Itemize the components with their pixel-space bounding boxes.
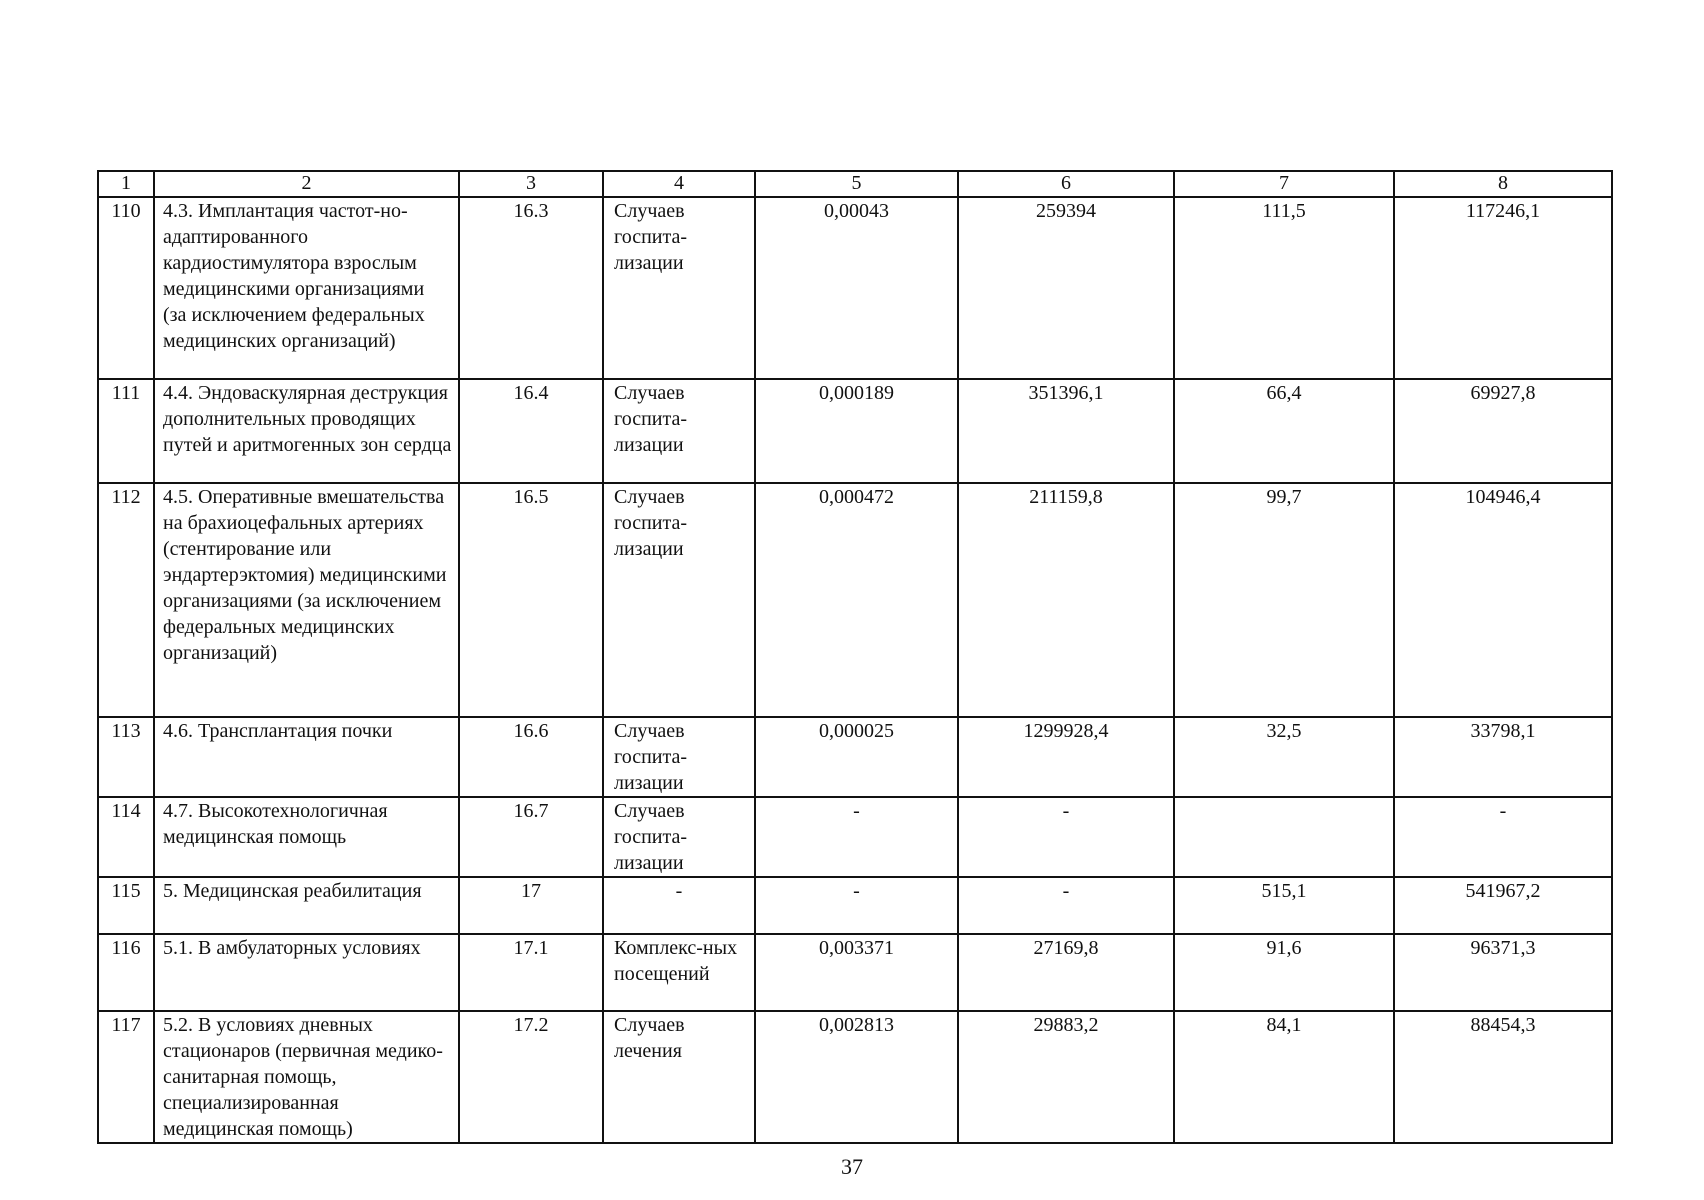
column-header: 6 bbox=[958, 171, 1174, 197]
row-name-cell: 4.5. Оперативные вмешательства на брахиоцефальных артериях (стентирование или эндартерэктомия) медицинскими организациями (за исключением федеральных медицинских организаций) bbox=[154, 483, 459, 717]
row-value-cell: 1299928,4 bbox=[958, 717, 1174, 797]
row-code-cell: 17 bbox=[459, 877, 603, 934]
row-code-cell: 16.3 bbox=[459, 197, 603, 379]
table-row bbox=[98, 379, 1612, 483]
row-number-cell: 112 bbox=[98, 483, 154, 717]
row-unit-cell: Комплекс-ных посещений bbox=[603, 934, 755, 1011]
row-code-cell: 16.5 bbox=[459, 483, 603, 717]
column-header: 4 bbox=[603, 171, 755, 197]
row-unit-cell: Случаев лечения bbox=[603, 1011, 755, 1143]
row-value-cell: - bbox=[958, 797, 1174, 877]
row-value-cell: 0,000189 bbox=[755, 379, 958, 483]
table-row bbox=[98, 483, 1612, 717]
column-header: 2 bbox=[154, 171, 459, 197]
row-value-cell: 351396,1 bbox=[958, 379, 1174, 483]
row-code-cell: 16.6 bbox=[459, 717, 603, 797]
row-value-cell: 541967,2 bbox=[1394, 877, 1612, 934]
row-name-cell: 5.1. В амбулаторных условиях bbox=[154, 934, 459, 1011]
table-row bbox=[98, 717, 1612, 797]
row-value-cell: 27169,8 bbox=[958, 934, 1174, 1011]
row-unit-cell: - bbox=[603, 877, 755, 934]
row-unit-cell: Случаев госпита-лизации bbox=[603, 379, 755, 483]
data-table bbox=[97, 170, 1613, 1144]
row-unit-cell: Случаев госпита-лизации bbox=[603, 797, 755, 877]
row-value-cell: 515,1 bbox=[1174, 877, 1394, 934]
column-header: 8 bbox=[1394, 171, 1612, 197]
row-value-cell: 91,6 bbox=[1174, 934, 1394, 1011]
row-number-cell: 111 bbox=[98, 379, 154, 483]
row-value-cell: 66,4 bbox=[1174, 379, 1394, 483]
row-value-cell: 96371,3 bbox=[1394, 934, 1612, 1011]
row-unit-cell: Случаев госпита-лизации bbox=[603, 197, 755, 379]
table-row bbox=[98, 877, 1612, 934]
table-row bbox=[98, 934, 1612, 1011]
row-number-cell: 110 bbox=[98, 197, 154, 379]
page-number: 37 bbox=[841, 1154, 863, 1179]
row-value-cell: 69927,8 bbox=[1394, 379, 1612, 483]
row-value-cell: 0,003371 bbox=[755, 934, 958, 1011]
row-unit-cell: Случаев госпита-лизации bbox=[603, 717, 755, 797]
row-value-cell: 0,00043 bbox=[755, 197, 958, 379]
row-number-cell: 115 bbox=[98, 877, 154, 934]
row-value-cell: 104946,4 bbox=[1394, 483, 1612, 717]
row-name-cell: 5.2. В условиях дневных стационаров (первичная медико-санитарная помощь, специализированная медицинская помощь) bbox=[154, 1011, 459, 1143]
row-value-cell: 99,7 bbox=[1174, 483, 1394, 717]
row-value-cell: 117246,1 bbox=[1394, 197, 1612, 379]
row-number-cell: 114 bbox=[98, 797, 154, 877]
row-number-cell: 116 bbox=[98, 934, 154, 1011]
row-value-cell: 0,000472 bbox=[755, 483, 958, 717]
row-value-cell: 29883,2 bbox=[958, 1011, 1174, 1143]
data-table-container bbox=[97, 170, 1611, 1144]
column-header-row bbox=[98, 171, 1612, 197]
row-code-cell: 17.2 bbox=[459, 1011, 603, 1143]
column-header: 7 bbox=[1174, 171, 1394, 197]
row-value-cell: 259394 bbox=[958, 197, 1174, 379]
row-value-cell: 111,5 bbox=[1174, 197, 1394, 379]
row-value-cell: - bbox=[755, 797, 958, 877]
row-name-cell: 4.7. Высокотехнологичная медицинская помощь bbox=[154, 797, 459, 877]
row-value-cell: 88454,3 bbox=[1394, 1011, 1612, 1143]
column-header: 3 bbox=[459, 171, 603, 197]
row-number-cell: 117 bbox=[98, 1011, 154, 1143]
row-name-cell: 4.6. Трансплантация почки bbox=[154, 717, 459, 797]
column-header: 5 bbox=[755, 171, 958, 197]
row-value-cell: 0,000025 bbox=[755, 717, 958, 797]
column-header: 1 bbox=[98, 171, 154, 197]
row-value-cell: - bbox=[755, 877, 958, 934]
row-name-cell: 4.4. Эндоваскулярная деструкция дополнительных проводящих путей и аритмогенных зон сердца bbox=[154, 379, 459, 483]
row-value-cell: 33798,1 bbox=[1394, 717, 1612, 797]
row-value-cell: 84,1 bbox=[1174, 1011, 1394, 1143]
row-code-cell: 17.1 bbox=[459, 934, 603, 1011]
row-value-cell bbox=[1174, 797, 1394, 877]
row-code-cell: 16.4 bbox=[459, 379, 603, 483]
table-row bbox=[98, 1011, 1612, 1143]
row-value-cell: - bbox=[958, 877, 1174, 934]
table-row bbox=[98, 797, 1612, 877]
row-name-cell: 4.3. Имплантация частот-но-адаптированного кардиостимулятора взрослым медицинскими организациями (за исключением федеральных медицинских организаций) bbox=[154, 197, 459, 379]
row-unit-cell: Случаев госпита-лизации bbox=[603, 483, 755, 717]
row-name-cell: 5. Медицинская реабилитация bbox=[154, 877, 459, 934]
row-value-cell: 0,002813 bbox=[755, 1011, 958, 1143]
row-value-cell: 32,5 bbox=[1174, 717, 1394, 797]
row-value-cell: - bbox=[1394, 797, 1612, 877]
row-code-cell: 16.7 bbox=[459, 797, 603, 877]
table-row bbox=[98, 197, 1612, 379]
row-value-cell: 211159,8 bbox=[958, 483, 1174, 717]
row-number-cell: 113 bbox=[98, 717, 154, 797]
